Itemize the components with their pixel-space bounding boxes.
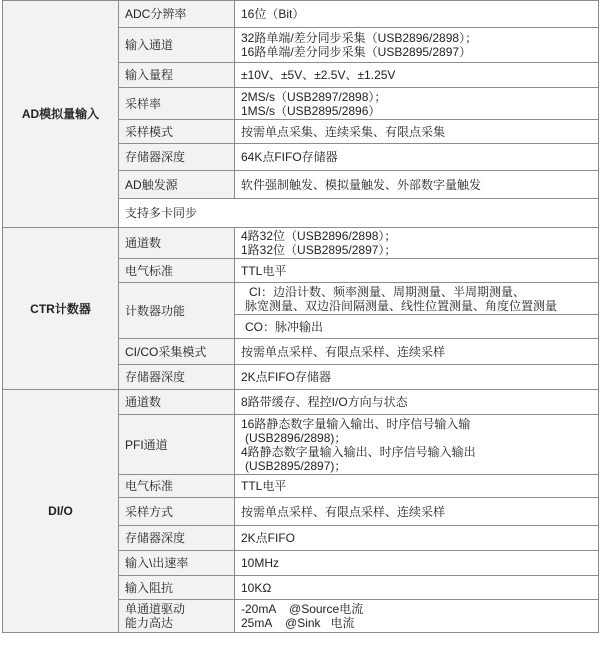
table-row: [3, 390, 599, 415]
row-label: 通道数: [119, 390, 235, 415]
row-value: -20mA @Source电流 25mA @Sink 电流: [235, 600, 599, 633]
row-value: 16位（Bit）: [235, 1, 599, 28]
row-label: 输入阻抗: [119, 576, 235, 600]
section-dio-header: DI/O: [3, 390, 119, 633]
row-label: CI/CO采集模式: [119, 339, 235, 365]
row-label: 采样模式: [119, 120, 235, 144]
row-label: 输入量程: [119, 63, 235, 88]
row-value: ±10V、±5V、±2.5V、±1.25V: [235, 63, 599, 88]
row-value: 2K点FIFO: [235, 526, 599, 551]
row-value: 按需单点采样、有限点采样、连续采样: [235, 339, 599, 365]
row-value: 4路32位（USB2896/2898）； 1路32位（USB2895/2897）；: [235, 228, 599, 259]
row-label: 单通道驱动 能力高达: [119, 600, 235, 633]
row-label: 采样率: [119, 88, 235, 120]
row-label: 电气标准: [119, 475, 235, 498]
section-ad-header: AD模拟量输入: [3, 1, 119, 228]
row-value: 8路带缓存、程控I/O方向与状态: [235, 390, 599, 415]
table-row: [3, 1, 599, 28]
row-label: AD触发源: [119, 171, 235, 199]
row-value: TTL电平: [235, 259, 599, 283]
counter-ci-functions: CI：边沿计数、频率测量、周期测量、半周期测量、 脉宽测量、双边沿间隔测量、线性位置测量、角度位置测量: [235, 283, 599, 315]
counter-co-functions: CO：脉冲输出: [235, 315, 599, 339]
section-ctr-header: CTR计数器: [3, 228, 119, 390]
row-value: 2K点FIFO存储器: [235, 365, 599, 390]
row-value: 软件强制触发、模拟量触发、外部数字量触发: [235, 171, 599, 199]
row-value: TTL电平: [235, 475, 599, 498]
row-value: 10KΩ: [235, 576, 599, 600]
row-label: 存储器深度: [119, 144, 235, 171]
row-label: 存储器深度: [119, 365, 235, 390]
multicard-sync-row: 支持多卡同步: [119, 199, 599, 228]
row-value: 10MHz: [235, 551, 599, 576]
spec-table: [2, 0, 599, 633]
row-value: 32路单端/差分同步采集（USB2896/2898）； 16路单端/差分同步采集（USB2895/2897）: [235, 28, 599, 63]
row-value: 64K点FIFO存储器: [235, 144, 599, 171]
row-value: 2MS/s（USB2897/2898）； 1MS/s（USB2895/2896）: [235, 88, 599, 120]
row-label: 计数器功能: [119, 283, 235, 339]
row-label: 通道数: [119, 228, 235, 259]
row-label: 输入通道: [119, 28, 235, 63]
row-label: 采样方式: [119, 498, 235, 526]
table-row: [3, 228, 599, 259]
row-label: ADC分辨率: [119, 1, 235, 28]
row-label: 存储器深度: [119, 526, 235, 551]
row-value: 按需单点采样、有限点采样、连续采样: [235, 498, 599, 526]
row-label: 电气标准: [119, 259, 235, 283]
row-value: 16路静态数字量输入输出、时序信号输入输 (USB2896/2898)； 4路静态数字量输入输出、时序信号输入输出 (USB2895/2897)；: [235, 415, 599, 475]
row-value: 按需单点采集、连续采集、有限点采集: [235, 120, 599, 144]
row-label: 输入\出速率: [119, 551, 235, 576]
row-label: PFI通道: [119, 415, 235, 475]
